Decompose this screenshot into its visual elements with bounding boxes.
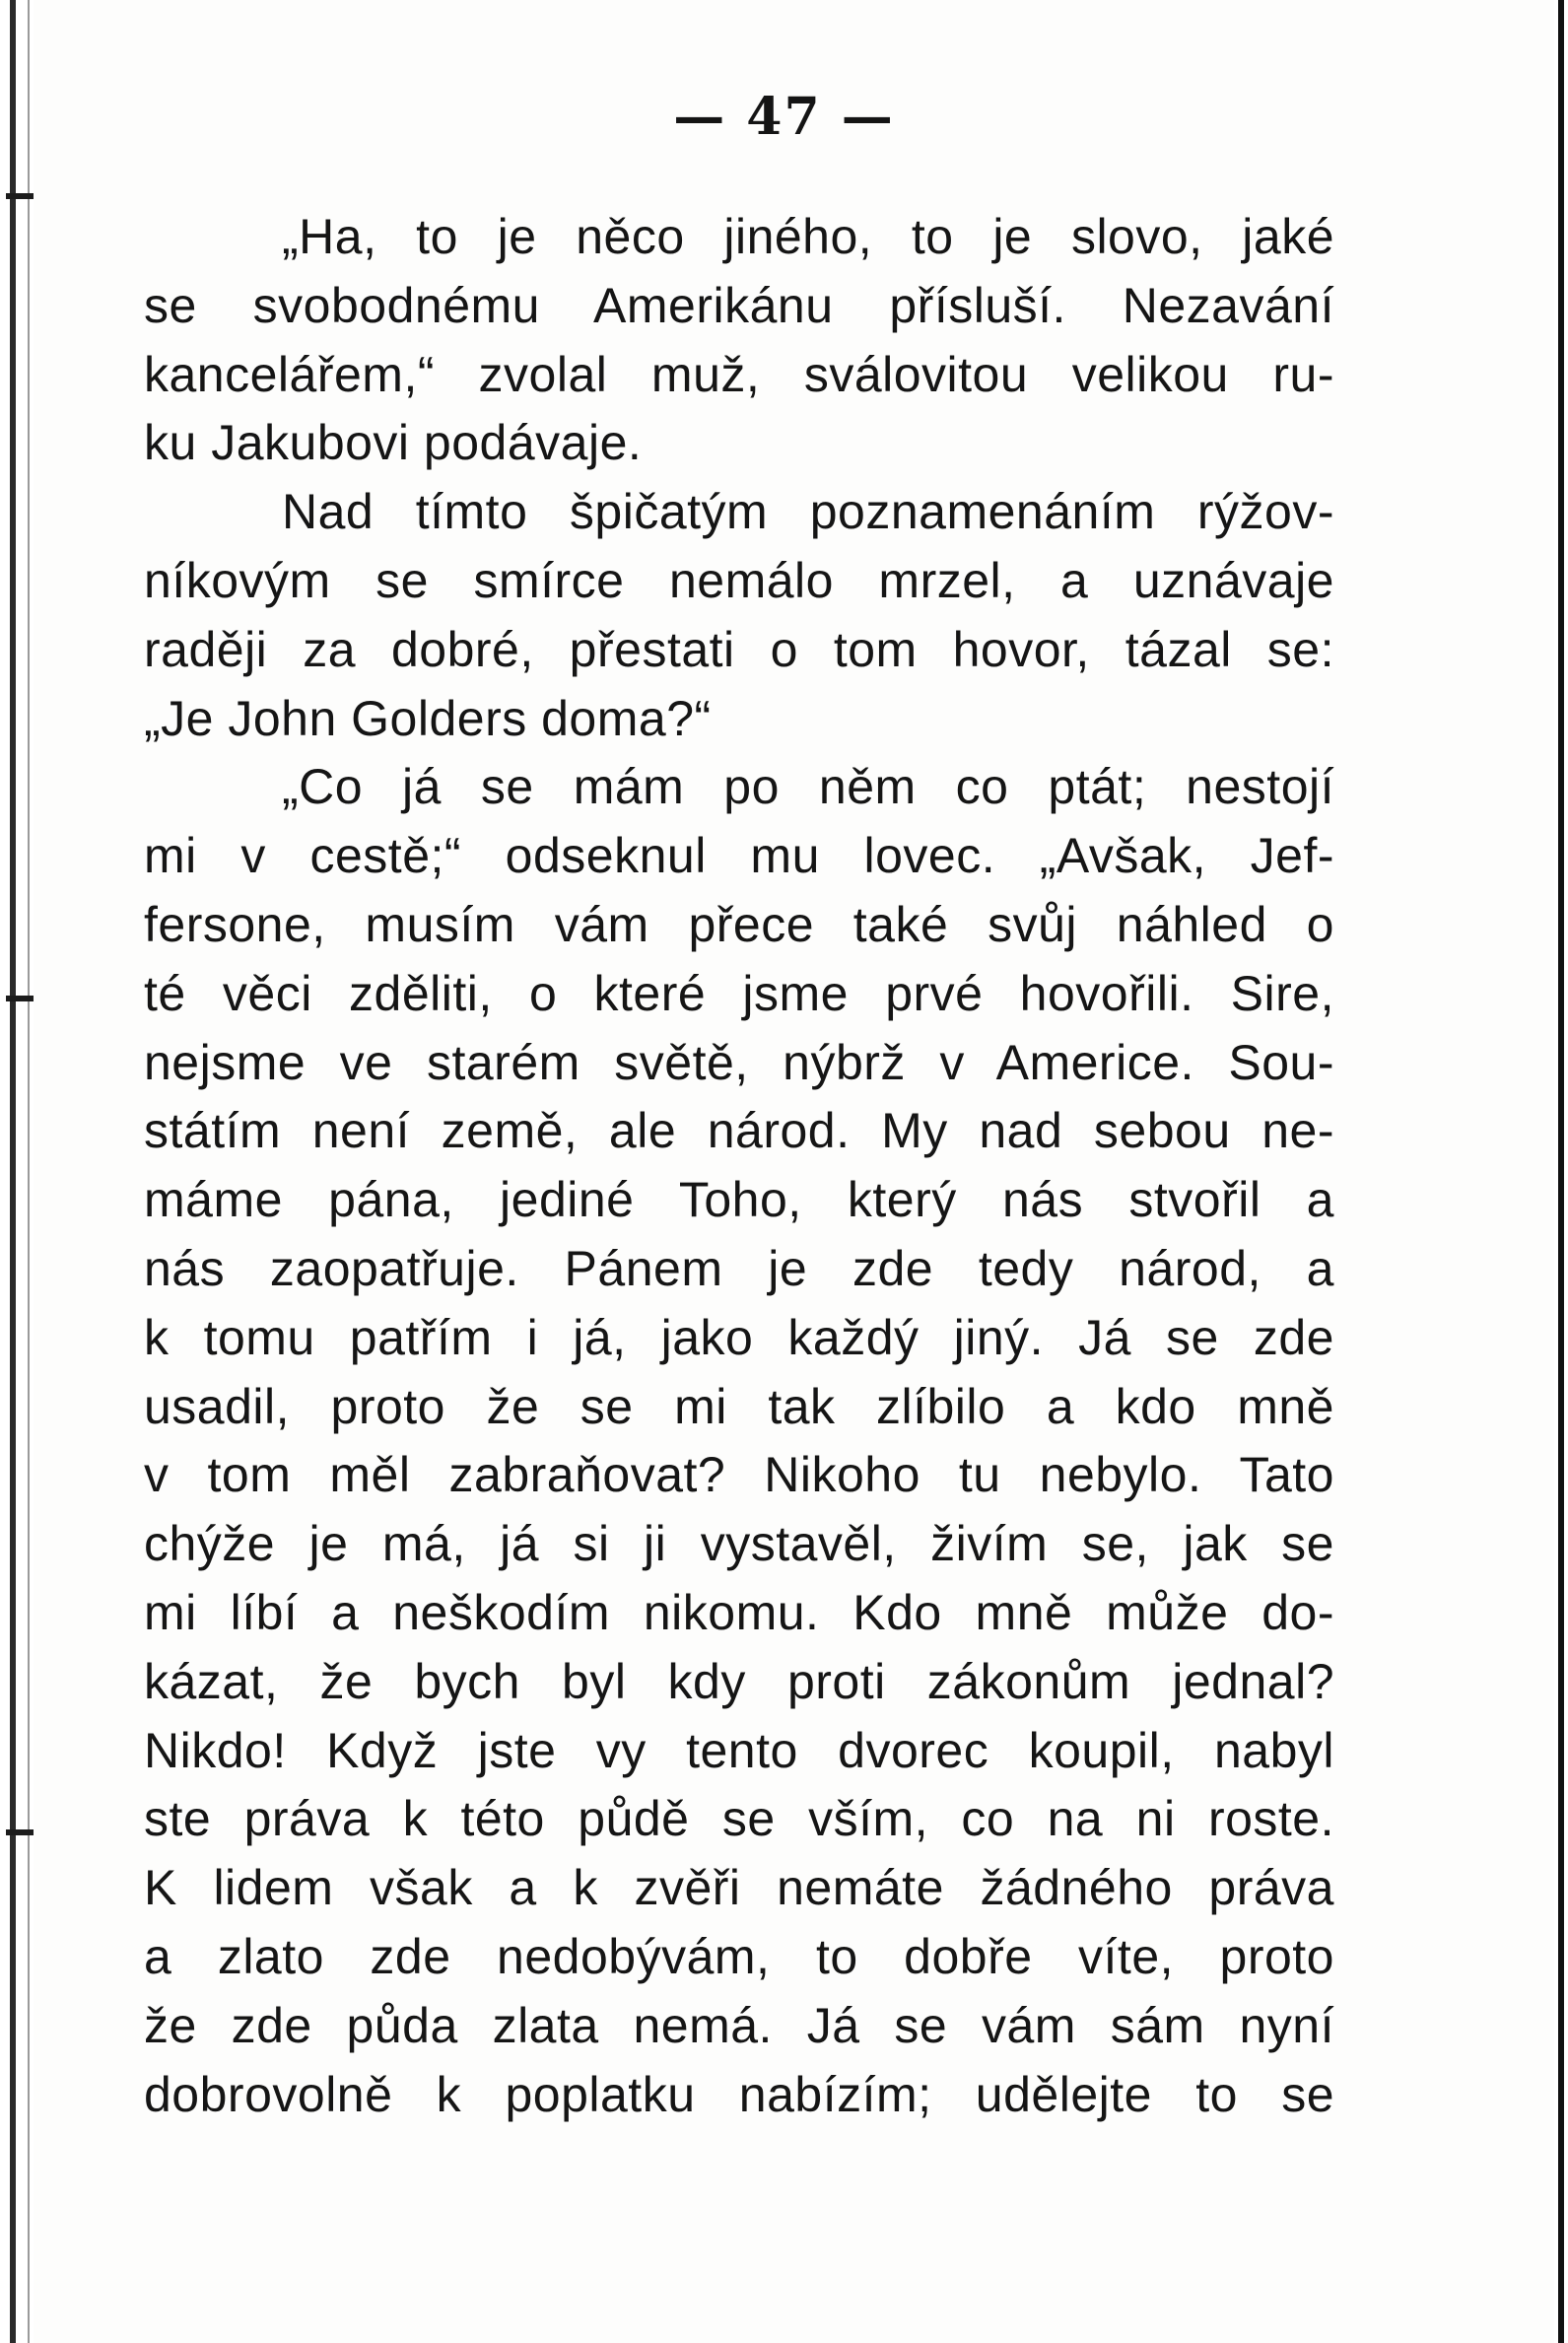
text-line: mi v cestě;“ odseknul mu lovec. „Avšak, Jef- — [144, 828, 1334, 884]
text-line: státím není země, ale národ. My nad sebou ne- — [144, 1103, 1334, 1159]
text-line: nás zaopatřuje. Pánem je zde tedy národ, a — [144, 1240, 1334, 1296]
text-line: Nikdo! Když jste vy tento dvorec koupil, nabyl — [144, 1722, 1334, 1778]
text-line: kancelářem,“ zvolal muž, sválovitou velikou ru- — [144, 346, 1334, 402]
text-line: dobrovolně k poplatku nabízím; udělejte to se — [144, 2066, 1334, 2122]
text-line: „Je John Golders doma?“ — [144, 690, 712, 746]
body-text — [144, 203, 1334, 2129]
text-line: usadil, proto že se mi tak zlíbilo a kdo mně — [144, 1378, 1334, 1434]
page-right-edge — [1554, 0, 1568, 2343]
text-line: Nad tímto špičatým poznamenáním rýžov- — [282, 484, 1334, 540]
text-line: v tom měl zabraňovat? Nikoho tu nebylo. Tato — [144, 1447, 1334, 1503]
text-line: raději za dobré, přestati o tom hovor, tázal se: — [144, 621, 1334, 677]
text-line: kázat, že bych byl kdy proti zákonům jednal? — [144, 1653, 1334, 1709]
binding-mark — [6, 996, 34, 1001]
text-line: „Ha, to je něco jiného, to je slovo, jaké — [282, 209, 1334, 264]
text-line: a zlato zde nedobývám, to dobře víte, proto — [144, 1928, 1334, 1984]
text-line: ste práva k této půdě se vším, co na ni roste. — [144, 1791, 1334, 1847]
page-number: — 47 — — [673, 87, 895, 147]
text-line: máme pána, jediné Toho, který nás stvořil a — [144, 1172, 1334, 1228]
text-line: k tomu patřím i já, jako každý jiný. Já se zde — [144, 1309, 1334, 1365]
text-line: níkovým se smírce nemálo mrzel, a uznávaje — [144, 552, 1334, 608]
text-line: ku Jakubovi podávaje. — [144, 415, 643, 471]
text-line: chýže je má, já si ji vystavěl, živím se, jak se — [144, 1516, 1334, 1572]
text-line: že zde půda zlata nemá. Já se vám sám nyní — [144, 1997, 1334, 2053]
text-line: K lidem však a k zvěři nemáte žádného práva — [144, 1860, 1334, 1916]
text-line: té věci zděliti, o které jsme prvé hovořili. Sire, — [144, 965, 1334, 1021]
text-line: se svobodnému Amerikánu přísluší. Nezavání — [144, 277, 1334, 333]
binding-mark — [6, 193, 34, 199]
text-line: „Co já se mám po něm co ptát; nestojí — [282, 759, 1334, 815]
text-line: fersone, musím vám přece také svůj náhled o — [144, 896, 1334, 952]
binding-edge — [0, 0, 34, 2343]
text-line: mi líbí a neškodím nikomu. Kdo mně může do- — [144, 1584, 1334, 1640]
text-line: nejsme ve starém světě, nýbrž v Americe. Sou- — [144, 1034, 1334, 1090]
binding-mark — [6, 1829, 34, 1835]
